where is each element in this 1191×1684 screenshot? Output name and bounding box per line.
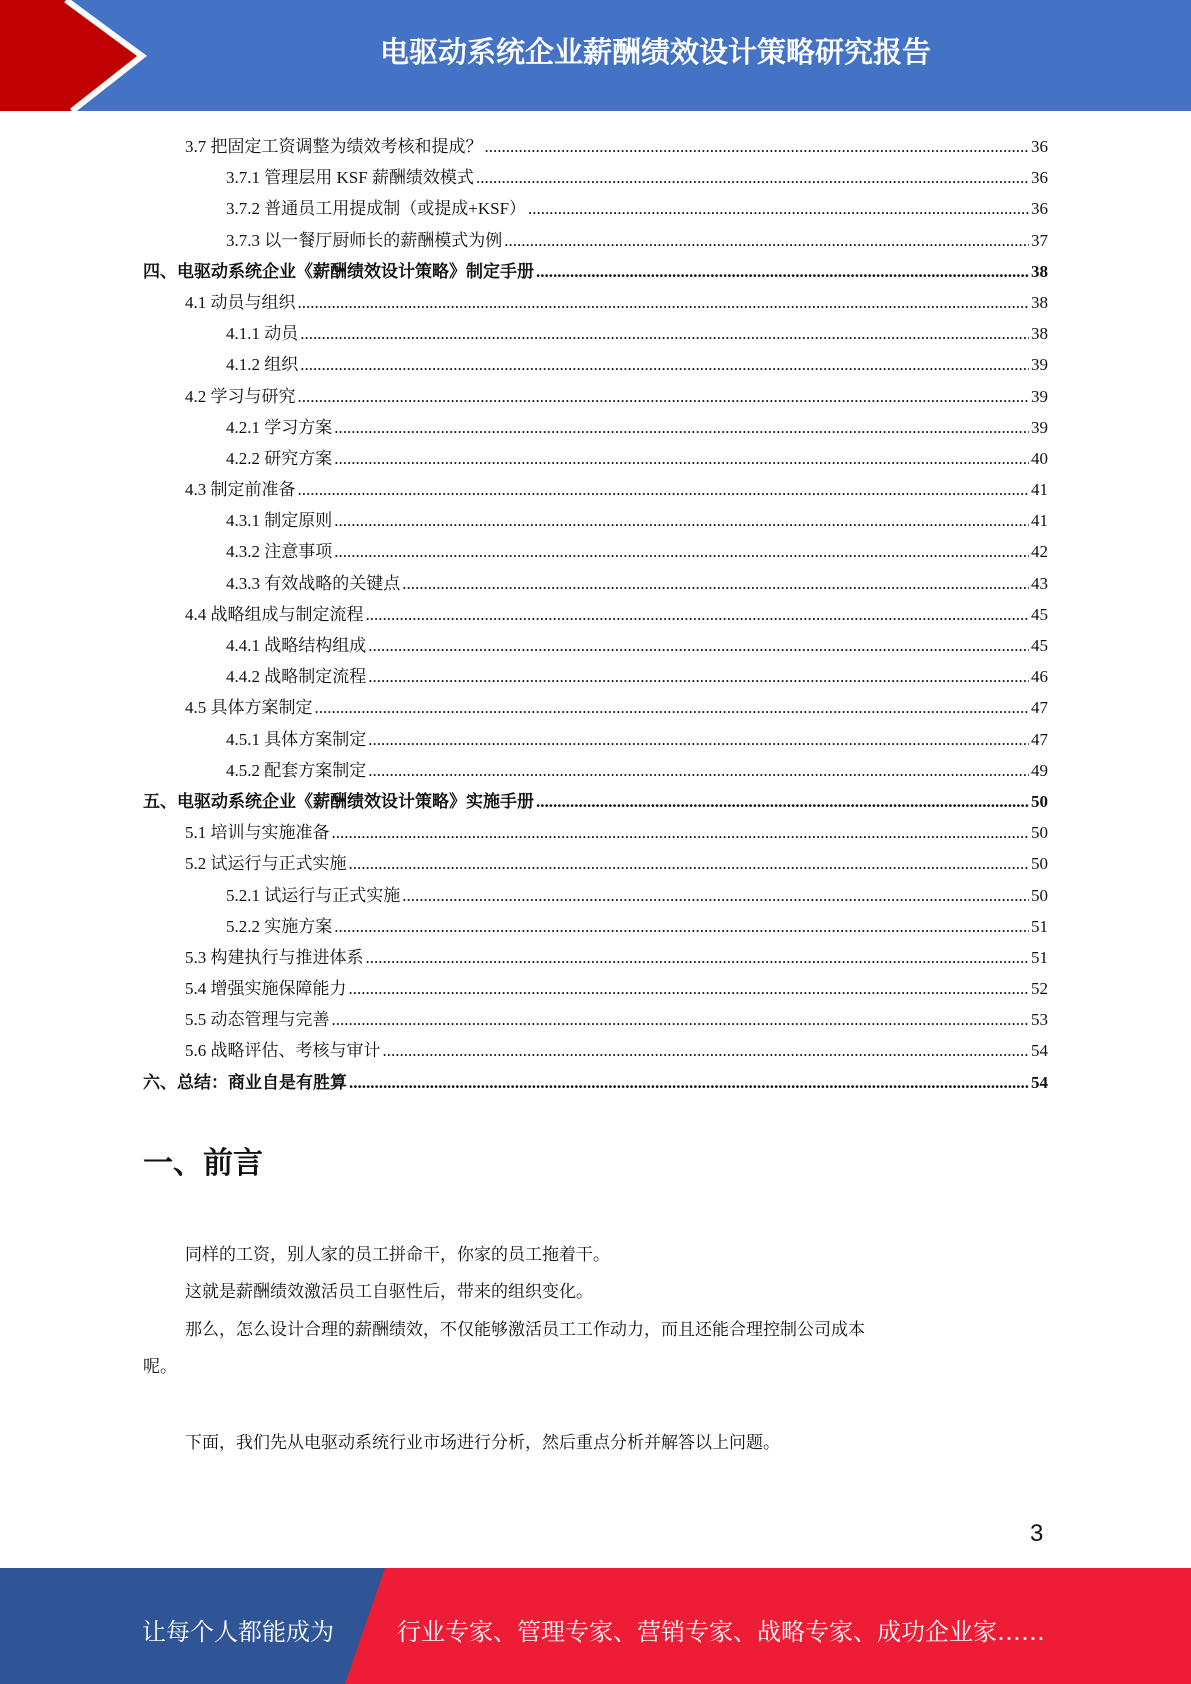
toc-leader-dots (528, 193, 1029, 224)
toc-entry-label: 4.3.2 注意事项 (226, 542, 333, 562)
toc-page-number: 38 (1031, 324, 1048, 344)
toc-entry[interactable] (143, 755, 1048, 786)
paragraph: 下面，我们先从电驱动系统行业市场进行分析，然后重点分析并解答以上问题。 (185, 1433, 780, 1452)
toc-leader-dots (366, 942, 1030, 973)
toc-entry[interactable] (143, 474, 1048, 505)
toc-entry[interactable] (143, 661, 1048, 692)
toc-leader-dots (368, 724, 1029, 755)
toc-entry-label: 4.3 制定前准备 (185, 480, 296, 500)
table-of-contents (143, 131, 1048, 1098)
toc-page-number: 38 (1031, 292, 1048, 312)
footer-slogan-left: 让每个人都能成为 (142, 1618, 334, 1646)
toc-entry[interactable] (143, 692, 1048, 723)
toc-leader-dots (368, 755, 1029, 786)
toc-page-number: 50 (1031, 823, 1048, 843)
toc-leader-dots (298, 287, 1030, 318)
toc-leader-dots (298, 474, 1030, 505)
toc-leader-dots (368, 630, 1029, 661)
toc-entry-label: 5.3 构建执行与推进体系 (185, 947, 364, 967)
toc-entry[interactable] (143, 318, 1048, 349)
toc-page-number: 41 (1031, 511, 1048, 531)
toc-page-number: 45 (1031, 636, 1048, 655)
toc-page-number: 36 (1031, 168, 1048, 188)
toc-entry-label: 4.2.2 研究方案 (226, 448, 333, 468)
toc-page-number: 36 (1031, 137, 1048, 156)
toc-entry-label: 4.2.1 学习方案 (226, 417, 333, 437)
toc-leader-dots (504, 225, 1029, 256)
page-number: 3 (1030, 1520, 1044, 1547)
toc-entry[interactable] (143, 786, 1048, 817)
toc-page-number: 51 (1031, 947, 1048, 967)
toc-entry[interactable] (143, 193, 1048, 224)
toc-leader-dots (476, 162, 1029, 193)
toc-entry[interactable] (143, 381, 1048, 412)
toc-entry-label: 5.4 增强实施保障能力 (185, 979, 347, 999)
toc-entry[interactable] (143, 536, 1048, 567)
toc-leader-dots (368, 661, 1029, 692)
toc-page-number: 50 (1031, 854, 1048, 874)
toc-entry[interactable] (143, 443, 1048, 474)
toc-leader-dots (334, 505, 1029, 536)
toc-entry-label: 5.1 培训与实施准备 (185, 823, 330, 843)
toc-page-number: 36 (1031, 199, 1048, 219)
toc-page-number: 38 (1031, 261, 1048, 281)
toc-leader-dots (334, 412, 1029, 443)
footer-slogan-right: 行业专家、管理专家、营销专家、战略专家、成功企业家…… (397, 1618, 1045, 1646)
toc-entry-label: 4.1 动员与组织 (185, 292, 296, 312)
toc-entry[interactable] (143, 568, 1048, 599)
toc-leader-dots (349, 973, 1030, 1004)
toc-page-number: 43 (1031, 573, 1048, 593)
toc-entry[interactable] (143, 911, 1048, 942)
toc-entry[interactable] (143, 162, 1048, 193)
toc-entry[interactable] (143, 1035, 1048, 1066)
toc-page-number: 51 (1031, 916, 1048, 936)
toc-entry-label: 4.5.1 具体方案制定 (226, 729, 367, 749)
toc-page-number: 54 (1031, 1041, 1048, 1061)
section-heading: 一、前言 (143, 1146, 263, 1181)
toc-leader-dots (485, 131, 1030, 162)
toc-leader-dots (315, 692, 1030, 723)
paragraph: 这就是薪酬绩效激活员工自驱性后，带来的组织变化。 (185, 1282, 593, 1301)
toc-entry[interactable] (143, 1067, 1048, 1098)
toc-leader-dots (300, 349, 1029, 380)
paragraph: 那么，怎么设计合理的薪酬绩效，不仅能够激活员工工作动力，而且还能合理控制公司成本 (185, 1320, 865, 1339)
toc-entry-label: 4.3.3 有效战略的关键点 (226, 573, 401, 593)
toc-entry[interactable] (143, 225, 1048, 256)
toc-entry-label: 5.5 动态管理与完善 (185, 1010, 330, 1030)
toc-leader-dots (402, 568, 1029, 599)
toc-entry-label: 4.4.2 战略制定流程 (226, 667, 367, 687)
toc-entry[interactable] (143, 973, 1048, 1004)
toc-entry[interactable] (143, 287, 1048, 318)
toc-entry-label: 4.4 战略组成与制定流程 (185, 604, 364, 624)
toc-entry[interactable] (143, 1004, 1048, 1035)
toc-leader-dots (536, 256, 1029, 287)
page-header (0, 0, 1191, 111)
toc-page-number: 42 (1031, 542, 1048, 562)
toc-entry[interactable] (143, 505, 1048, 536)
toc-page-number: 47 (1031, 729, 1048, 749)
toc-entry-label: 4.3.1 制定原则 (226, 511, 333, 531)
toc-page-number: 41 (1031, 480, 1048, 500)
toc-entry-label: 4.5.2 配套方案制定 (226, 760, 367, 780)
toc-page-number: 47 (1031, 698, 1048, 718)
toc-entry[interactable] (143, 942, 1048, 973)
toc-entry-label: 3.7.1 管理层用 KSF 薪酬绩效模式 (226, 168, 474, 188)
toc-leader-dots (332, 1004, 1030, 1035)
paragraph: 同样的工资，别人家的员工拼命干，你家的员工拖着干。 (185, 1245, 610, 1264)
toc-page-number: 52 (1031, 979, 1048, 999)
toc-entry-label: 5.2 试运行与正式实施 (185, 854, 347, 874)
toc-leader-dots (536, 786, 1029, 817)
toc-entry-label: 4.1.2 组织 (226, 355, 299, 375)
toc-entry-label: 3.7 把固定工资调整为绩效考核和提成？ (185, 137, 483, 156)
toc-entry-label: 5.2.2 实施方案 (226, 916, 333, 936)
toc-entry[interactable] (143, 349, 1048, 380)
toc-entry-label: 3.7.2 普通员工用提成制（或提成+KSF） (226, 199, 527, 219)
paragraph: 呢。 (143, 1357, 177, 1376)
toc-page-number: 37 (1031, 230, 1048, 250)
toc-leader-dots (402, 880, 1029, 911)
page-footer (0, 1568, 1191, 1684)
toc-entry-label: 六、总结：商业自是有胜算 (143, 1072, 347, 1092)
toc-entry-label: 5.6 战略评估、考核与审计 (185, 1041, 381, 1061)
toc-leader-dots (332, 817, 1030, 848)
toc-entry-label: 五、电驱动系统企业《薪酬绩效设计策略》实施手册 (143, 791, 534, 811)
toc-entry-label: 4.5 具体方案制定 (185, 698, 313, 718)
toc-entry[interactable] (143, 817, 1048, 848)
toc-leader-dots (383, 1035, 1030, 1066)
toc-leader-dots (300, 318, 1029, 349)
toc-page-number: 39 (1031, 417, 1048, 437)
toc-page-number: 50 (1031, 791, 1048, 811)
toc-leader-dots (349, 1067, 1029, 1098)
toc-entry-label: 5.2.1 试运行与正式实施 (226, 885, 401, 905)
toc-leader-dots (298, 381, 1030, 412)
toc-page-number: 50 (1031, 885, 1048, 905)
toc-page-number: 45 (1031, 604, 1048, 624)
toc-page-number: 39 (1031, 386, 1048, 406)
toc-page-number: 40 (1031, 448, 1048, 468)
toc-page-number: 46 (1031, 667, 1048, 687)
toc-leader-dots (334, 536, 1029, 567)
toc-page-number: 54 (1031, 1072, 1048, 1092)
toc-leader-dots (334, 443, 1029, 474)
report-title: 电驱动系统企业薪酬绩效设计策略研究报告 (379, 35, 931, 69)
toc-leader-dots (349, 848, 1030, 879)
toc-entry[interactable] (143, 256, 1048, 287)
toc-entry[interactable] (143, 880, 1048, 911)
toc-entry[interactable] (143, 412, 1048, 443)
toc-entry-label: 四、电驱动系统企业《薪酬绩效设计策略》制定手册 (143, 261, 534, 281)
toc-page-number: 53 (1031, 1010, 1048, 1030)
toc-entry[interactable] (143, 848, 1048, 879)
toc-entry[interactable] (143, 131, 1048, 162)
toc-entry-label: 3.7.3 以一餐厅厨师长的薪酬模式为例 (226, 230, 503, 250)
toc-entry-label: 4.2 学习与研究 (185, 386, 296, 406)
toc-entry[interactable] (143, 724, 1048, 755)
toc-entry[interactable] (143, 630, 1048, 661)
toc-leader-dots (366, 599, 1030, 630)
toc-leader-dots (334, 911, 1029, 942)
toc-entry-label: 4.1.1 动员 (226, 324, 299, 344)
toc-entry[interactable] (143, 599, 1048, 630)
toc-page-number: 39 (1031, 355, 1048, 375)
toc-entry-label: 4.4.1 战略结构组成 (226, 636, 367, 655)
toc-page-number: 49 (1031, 760, 1048, 780)
